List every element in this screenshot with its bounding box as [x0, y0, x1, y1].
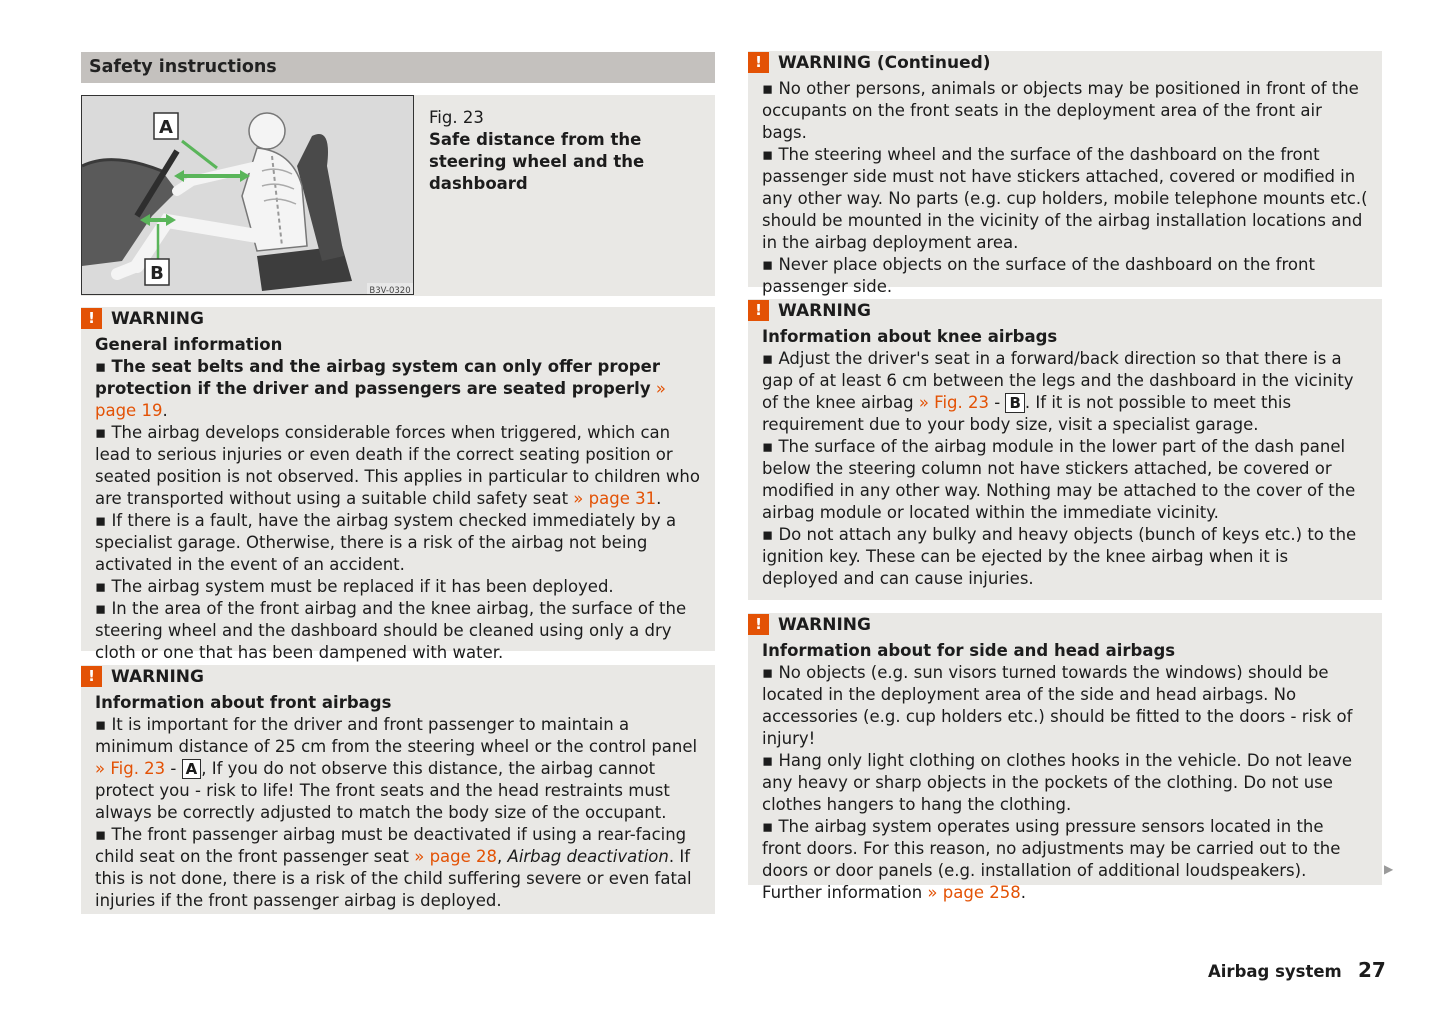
- warning-paragraph: ▪ The airbag system operates using pressure sensors located in the front doors. For this reason, no adjustments may be carried out to the doors or door panels (e.g. installation of additional loudspeakers). Further information » page 258.: [762, 817, 1341, 902]
- warning-title: WARNING (Continued): [778, 53, 991, 73]
- warning-paragraph: ▪ The airbag develops considerable forces when triggered, which can lead to serious injuries or even death if the correct seating position or seated position is not observed. This applies in particular to children who are transported without using a suitable child safety seat » page 31.: [95, 423, 700, 508]
- warning-title: WARNING: [778, 301, 871, 321]
- section-header-title: Safety instructions: [89, 57, 277, 77]
- figure-number: Fig. 23: [429, 108, 484, 127]
- warning-paragraph: ▪ It is important for the driver and front passenger to maintain a minimum distance of 25 cm from the steering wheel or the control panel » Fig. 23 - A , If you do not observe this distance, the airbag cannot protect you - risk to life! The front seats and the head restraints must always be correctly adjusted to match the body size of the occupant.: [95, 715, 698, 822]
- warning-subtitle: Information about front airbags: [95, 693, 392, 712]
- warning-subtitle: Information about for side and head airbags: [762, 641, 1176, 660]
- warning-icon: !: [748, 300, 769, 321]
- continue-arrow-icon: ▶: [1384, 862, 1394, 876]
- seating-illustration: [82, 96, 414, 295]
- warning-continued-box: [748, 51, 1382, 296]
- label-box-a: A: [182, 759, 202, 779]
- warning-general-box: [81, 307, 715, 662]
- warning-paragraph: ▪ No other persons, animals or objects may be positioned in front of the occupants on the front seats in the deployment area of the front air bags.: [762, 79, 1359, 142]
- warning-paragraph: ▪ Hang only light clothing on clothes hooks in the vehicle. Do not leave any heavy or sharp objects in the pockets of the clothing. Do not use clothes hangers to hang the clothing.: [762, 751, 1352, 814]
- footer-chapter-title: Airbag system: [1208, 962, 1342, 981]
- page-reference-link[interactable]: » page 19: [95, 379, 666, 420]
- warning-paragraph: ▪ The front passenger airbag must be deactivated if using a rear-facing child seat on the front passenger seat » page 28, Airbag deactivation. If this is not done, there is a risk of the child suffering severe or even fatal injuries if the front passenger airbag is deployed.: [95, 825, 692, 910]
- warning-paragraph: ▪ The surface of the airbag module in the lower part of the dash panel below the steering column not have stickers attached, be covered or modified in any other way. Nothing may be attached to the cover of the airbag module or located within the immediate vicinity.: [762, 437, 1356, 522]
- warning-paragraph: ▪ Do not attach any bulky and heavy objects (bunch of keys etc.) to the ignition key. These can be ejected by the knee airbag when it is deployed and can cause injuries.: [762, 525, 1357, 588]
- warning-icon: !: [748, 614, 769, 635]
- figure-code: B3V-0320: [369, 286, 411, 295]
- page-number: 27: [1358, 958, 1386, 982]
- warning-icon: !: [81, 666, 102, 687]
- warning-paragraph: ▪ The airbag system must be replaced if it has been deployed.: [95, 577, 614, 596]
- figure-box: [81, 95, 715, 296]
- figure-caption: [429, 107, 699, 195]
- warning-title: WARNING: [111, 667, 204, 687]
- figure-reference-link[interactable]: » Fig. 23: [95, 759, 166, 778]
- warning-front-box: [81, 665, 715, 914]
- figure-reference-link[interactable]: » Fig. 23: [918, 393, 990, 412]
- figure-caption-text: Safe distance from the steering wheel and the dashboard: [429, 130, 645, 193]
- warning-subtitle: Information about knee airbags: [762, 327, 1058, 346]
- warning-icon: !: [81, 308, 102, 329]
- figure-label-b: B: [150, 263, 164, 284]
- page-reference-link[interactable]: » page 28: [414, 847, 498, 866]
- page-reference-link[interactable]: » page 258: [927, 883, 1021, 902]
- warning-side-box: [748, 613, 1382, 902]
- warning-knee-box: [748, 299, 1382, 600]
- warning-paragraph: ▪ If there is a fault, have the airbag system checked immediately by a specialist garage. Otherwise, there is a risk of the airbag not being activated in the event of an accident.: [95, 511, 677, 574]
- label-box-b: B: [1005, 393, 1024, 413]
- warning-paragraph: ▪ In the area of the front airbag and the knee airbag, the surface of the steering wheel and the dashboard should be cleaned using only a dry cloth or one that has been dampened with water.: [95, 599, 687, 662]
- figure-label-a: A: [159, 117, 173, 138]
- warning-title: WARNING: [111, 309, 204, 329]
- warning-paragraph: ▪ The seat belts and the airbag system can only offer proper protection if the driver and passengers are seated properly » page 19.: [95, 357, 666, 420]
- section-header: [81, 52, 715, 83]
- warning-paragraph: ▪ Never place objects on the surface of the dashboard on the front passenger side.: [762, 255, 1315, 296]
- page-reference-link[interactable]: » page 31: [573, 489, 657, 508]
- warning-subtitle: General information: [95, 335, 283, 354]
- warning-paragraph: ▪ Adjust the driver's seat in a forward/back direction so that there is a gap of at least 6 cm between the legs and the dashboard in the vicinity of the knee airbag » Fig. 23 - B . If it is not possible to meet this requirement due to your body size, visit a specialist garage.: [762, 349, 1354, 434]
- figure-image: [81, 95, 414, 295]
- warning-paragraph: ▪ No objects (e.g. sun visors turned towards the windows) should be located in the deployment area of the side and head airbags. No accessories (e.g. cup holders etc.) should be fitted to the doors - risk of injury!: [762, 663, 1353, 748]
- warning-title: WARNING: [778, 615, 871, 635]
- warning-icon: !: [748, 52, 769, 73]
- warning-paragraph: ▪ The steering wheel and the surface of the dashboard on the front passenger side must not have stickers attached, covered or modified in any other way. No parts (e.g. cup holders, mobile telephone mounts etc.( should be mounted in the vicinity of the airbag installation locations and in the airbag deployment area.: [762, 145, 1368, 252]
